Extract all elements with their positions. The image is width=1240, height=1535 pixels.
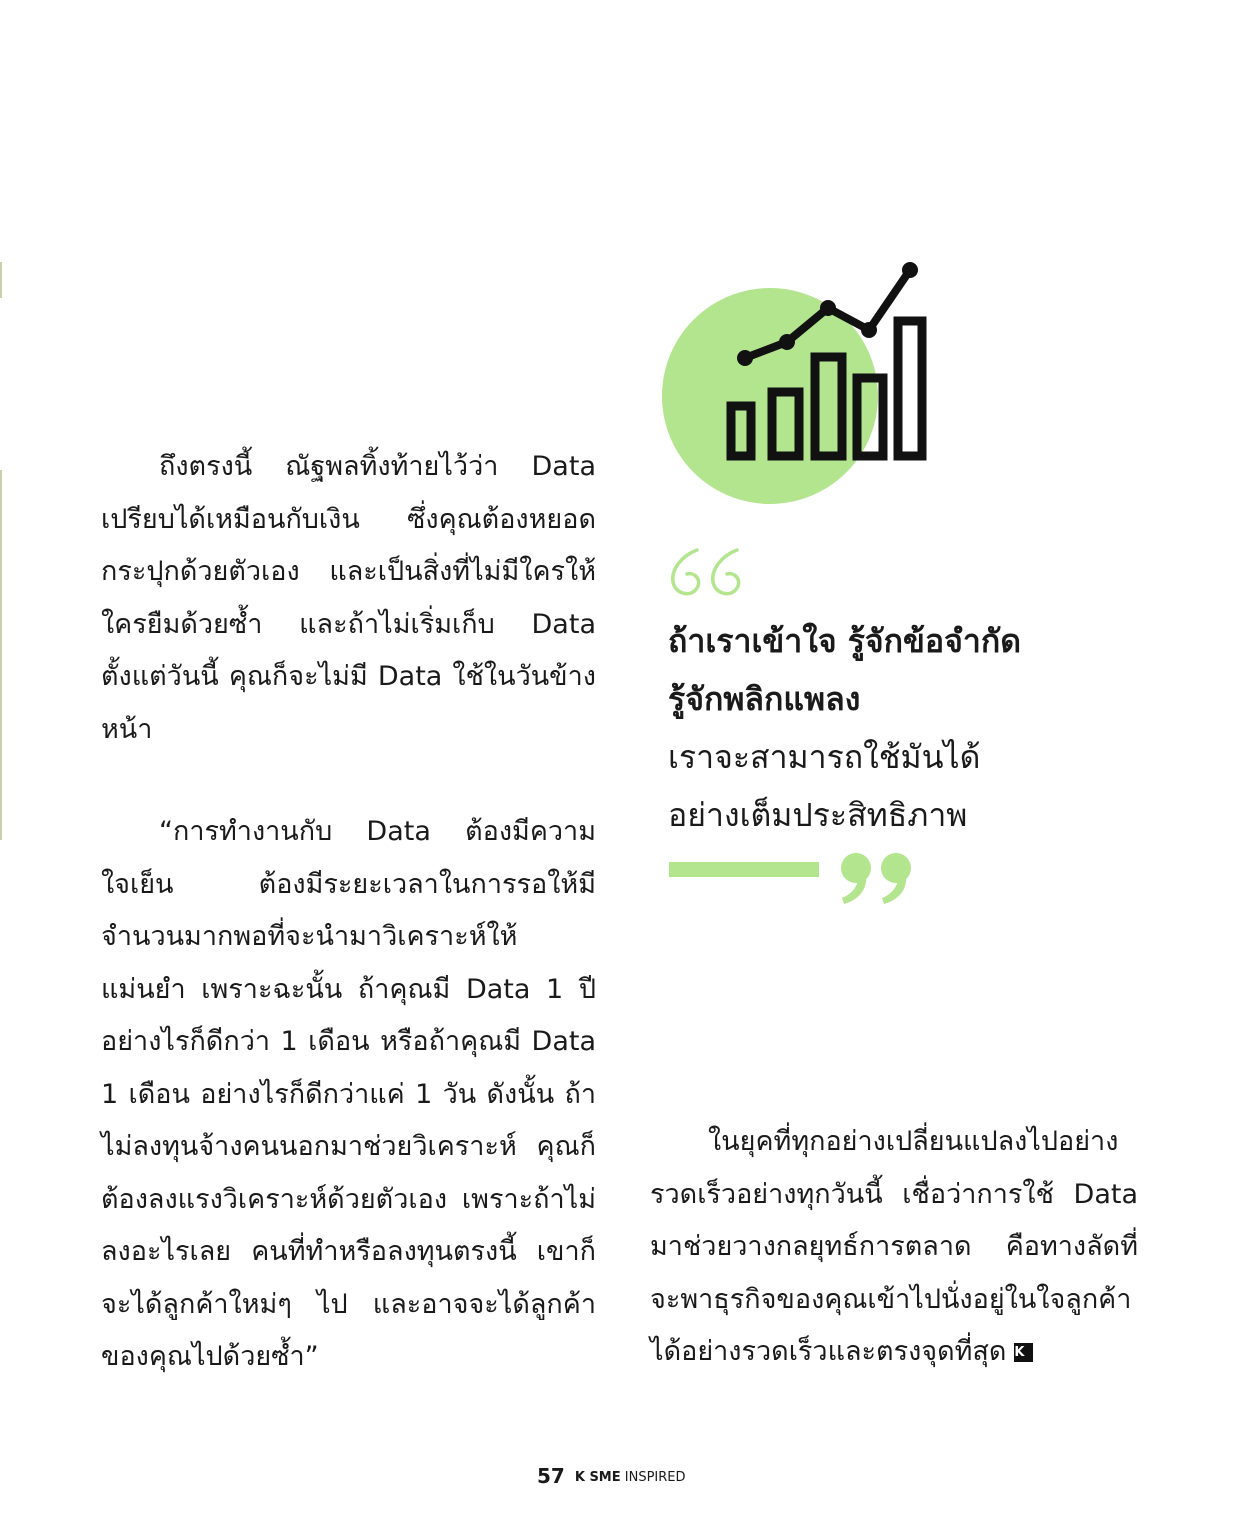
open-quote-icon: [667, 544, 747, 604]
page-footer: [537, 1463, 737, 1491]
page-number: 57: [537, 1464, 565, 1488]
close-quote-icon: [836, 850, 920, 910]
pull-quote-line-1: ถ้าเราเข้าใจ รู้จักข้อจำกัด: [668, 622, 1022, 660]
footer-brand: K SME: [574, 1470, 621, 1485]
quote-rule: [669, 862, 819, 877]
closing-paragraph: [650, 1116, 1138, 1379]
trend-point-4: [861, 322, 877, 338]
trend-point-1: [737, 350, 753, 366]
growth-chart-icon: [660, 258, 940, 508]
trend-point-5: [902, 262, 918, 278]
pull-quote-line-4: อย่างเต็มประสิทธิภาพ: [668, 796, 968, 834]
closing-paragraph-text: ในยุคที่ทุกอย่างเปลี่ยนแปลงไปอย่างรวดเร็วอย่างทุกวันนี้ เชื่อว่าการใช้ Data มาช่วยวางกลยุทธ์การตลาด คือทางลัดที่จะพาธุรกิจของคุณเข้าไปนั่งอยู่ในใจลูกค้าได้อย่างรวดเร็วและตรงจุดที่สุด: [650, 1126, 1138, 1367]
trend-point-2: [779, 334, 795, 350]
pull-quote-line-2: รู้จักพลิกแพลง: [668, 680, 861, 718]
margin-line-top: [0, 262, 2, 298]
paragraph-1: ถึงตรงนี้ ณัฐพลทิ้งท้ายไว้ว่า Data เปรียบได้เหมือนกับเงิน ซึ่งคุณต้องหยอดกระปุกด้วยตัวเอง และเป็นสิ่งที่ไม่มีใครให้ใครยืมด้วยซ้ำ และถ้าไม่เริ่มเก็บ Data ตั้งแต่วันนี้ คุณก็จะไม่มี Data ใช้ในวันข้างหน้า: [101, 451, 596, 745]
margin-line-bottom: [0, 470, 2, 840]
pull-quote: [668, 612, 1128, 844]
right-column: [650, 1116, 1138, 1379]
paragraph-2: “การทำงานกับ Data ต้องมีความใจเย็น ต้องมีระยะเวลาในการรอให้มีจำนวนมากพอที่จะนำมาวิเคราะห์ให้แม่นยำ เพราะฉะนั้น ถ้าคุณมี Data 1 ปี อย่างไรก็ดีกว่า 1 เดือน หรือถ้าคุณมี Data 1 เดือน อย่างไรก็ดีกว่าแค่ 1 วัน ดังนั้น ถ้าไม่ลงทุนจ้างคนนอกมาช่วยวิเคราะห์ คุณก็ต้องลงแรงวิเคราะห์ด้วยตัวเอง เพราะถ้าไม่ลงอะไรเลย คนที่ทำหรือลงทุนตรงนี้ เขาก็จะได้ลูกค้าใหม่ๆ ไป และอาจจะได้ลูกค้าของคุณไปด้วยซ้ำ”: [101, 816, 596, 1372]
left-column: [101, 441, 596, 1434]
pull-quote-line-3: เราจะสามารถใช้มันได้: [668, 738, 981, 776]
end-mark-icon: K: [1014, 1343, 1033, 1362]
footer-brand-suffix: INSPIRED: [624, 1470, 686, 1485]
trend-point-3: [820, 300, 836, 316]
bar-5: [898, 321, 922, 456]
